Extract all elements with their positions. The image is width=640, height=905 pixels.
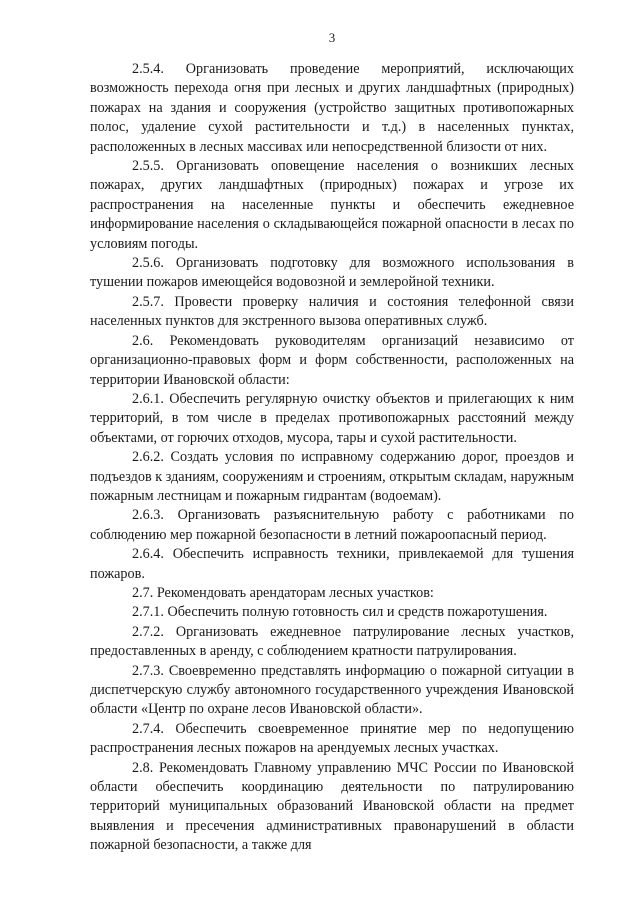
paragraph-2-5-6: 2.5.6. Организовать подготовку для возможного использования в тушении пожаров имеющейся водовозной и землеройной техники. [90,255,574,291]
paragraph-2-7-3: 2.7.3. Своевременно представлять информацию о пожарной ситуации в диспетчерскую службу автономного государственного учреждения Ивановской области «Центр по охране лесов Ивановской области». [90,662,574,718]
paragraph-2-7-2: 2.7.2. Организовать ежедневное патрулирование лесных участков, предоставленных в аренду, с соблюдением кратности патрулирования. [90,623,574,660]
paragraph-2-6-4: 2.6.4. Обеспечить исправность техники, привлекаемой для тушения пожаров. [90,546,574,582]
paragraph-2-7: 2.7. Рекомендовать арендаторам лесных участков: [132,584,434,601]
paragraph-2-5-7: 2.5.7. Провести проверку наличия и состояния телефонной связи населенных пунктов для экстренного вызова оперативных служб. [90,293,574,330]
paragraph-2-8: 2.8. Рекомендовать Главному управлению МЧС России по Ивановской области обеспечить координацию деятельности по патрулированию территорий муниципальных образований Ивановской области на предмет выявления и пресечения административных правонарушений в области пожарной безопасности, а также для [90,759,574,854]
paragraph-2-6: 2.6. Рекомендовать руководителям организаций независимо от организационно-правовых форм и форм собственности, расположенных на территории Ивановской области: [90,332,574,388]
paragraph-2-6-3: 2.6.3. Организовать разъяснительную работу с работниками по соблюдению мер пожарной безопасности в летний пожароопасный период. [90,507,574,543]
paragraph-2-7-1: 2.7.1. Обеспечить полную готовность сил и средств пожаротушения. [132,604,548,621]
paragraph-2-7-4: 2.7.4. Обеспечить своевременное принятие мер по недопущению распространения лесных пожаров на арендуемых лесных участках. [90,720,574,757]
page-number: 3 [328,30,336,45]
paragraph-2-5-4: 2.5.4. Организовать проведение мероприятий, исключающих возможность перехода огня при лесных и других ландшафтных (природных) пожарах на здания и сооружения (устройство защитных противопожарных полос, удаление сухой растительности и т.д.) в населенных пунктах, расположенных в лесных массивах или непосредственной близости от них. [90,61,574,155]
paragraph-2-6-2: 2.6.2. Создать условия по исправному содержанию дорог, проездов и подъездов к зданиям, сооружениям и строениям, открытым складам, наружным пожарным лестницам и пожарным гидрантам (водоемам). [90,449,574,504]
paragraph-2-6-1: 2.6.1. Обеспечить регулярную очистку объектов и прилегающих к ним территорий, в том числе в пределах противопожарных расстояний между объектами, от горючих отходов, мусора, тары и сухой растительности. [90,390,574,446]
paragraph-2-5-5: 2.5.5. Организовать оповещение населения о возникших лесных пожарах, других ландшафтных (природных) пожарах и угрозе их распространения на населенные пункты и обеспечить ежедневное информирование населения о складывающейся пожарной опасности в лесах по условиям погоды. [90,158,574,252]
